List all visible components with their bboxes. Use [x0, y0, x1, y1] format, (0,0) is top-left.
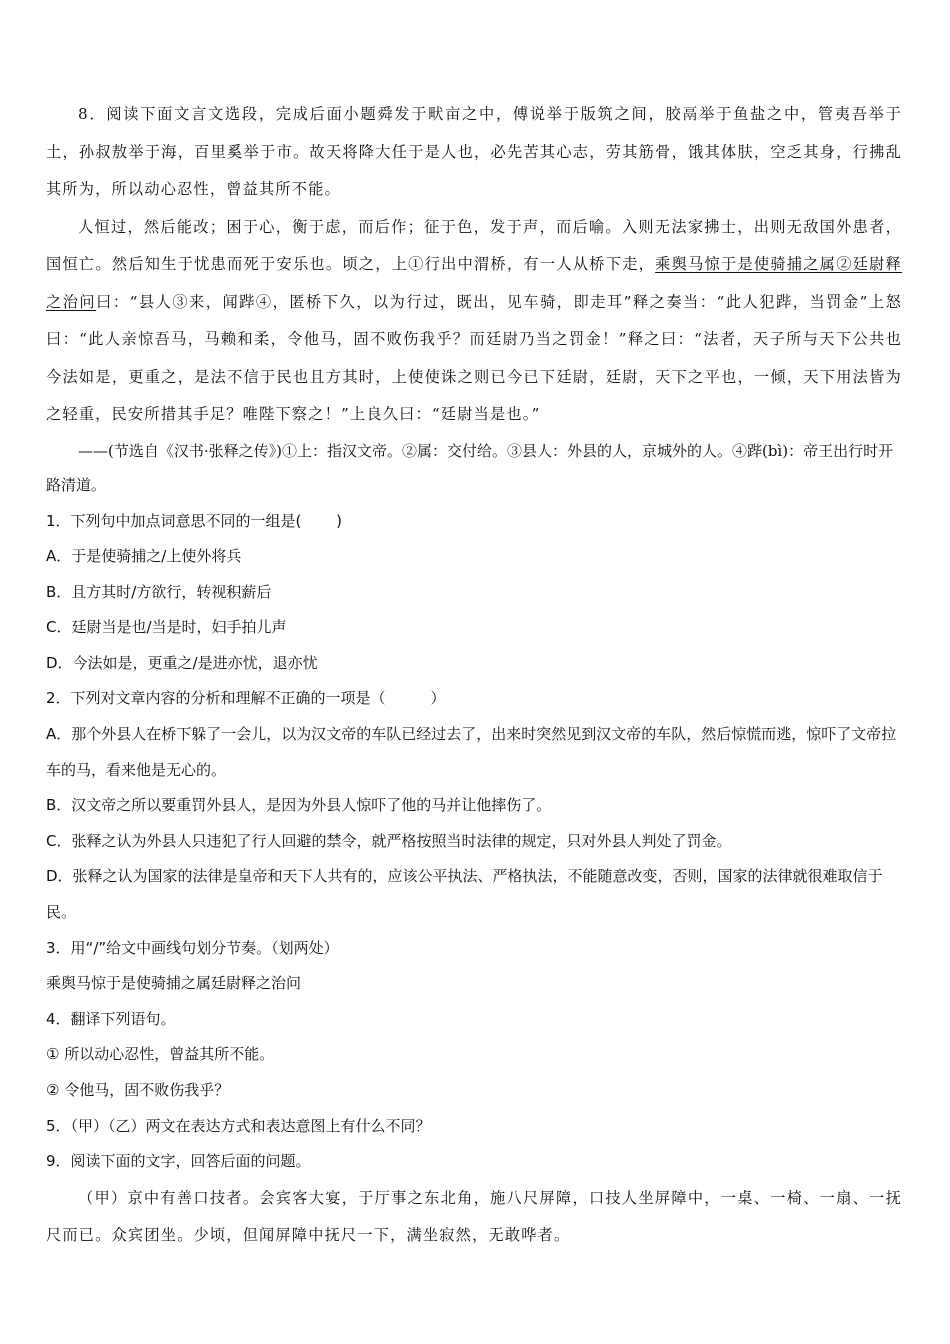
question-5: 5．（甲）（乙）两文在表达方式和表达意图上有什么不同？ — [46, 1116, 431, 1135]
question-1: 1．下列句中加点词意思不同的一组是( ) — [46, 511, 343, 530]
underlined-sentence: 乘舆马惊于是使骑捕之属②廷尉释之治问 — [46, 255, 903, 311]
passage8-paragraph-1: 8．阅读下面文言文选段，完成后面小题舜发于畎亩之中，傅说举于版筑之间，胶鬲举于鱼盐之中，管夷吾举于土，孙叔敖举于海，百里奚举于市。故天将降大任于是人也，必先苦其心志，劳其筋骨，饿其体肤，空乏其身，行拂乱其所为，所以动心忍性，曾益其所不能。 — [46, 105, 902, 198]
question-4: 4．翻译下列语句。 — [46, 1009, 176, 1028]
question-2-option-d: D．张释之认为国家的法律是皇帝和天下人共有的，应该公平执法、严格执法，不能随意改变，否则，国家的法律就很难取信于民。 — [46, 867, 883, 922]
passage8-text-a: 人恒过，然后能改；困于心，衡于虑，而后作；征于色，发于声，而后喻。入则无法家拂士，出则无敌国外患者，国恒亡。然后知生于忧患而死于安乐也。顷之，上①行出中渭桥，有一人从桥下走， — [46, 217, 902, 273]
question-2-option-c: C．张释之认为外县人只违犯了行人回避的禁令，就严格按照当时法律的规定，只对外县人判处了罚金。 — [46, 831, 732, 850]
question-2-option-b: B．汉文帝之所以要重罚外县人，是因为外县人惊吓了他的马并让他摔伤了。 — [46, 796, 552, 815]
source-note: ——(节选自《汉书·张释之传》)①上：指汉文帝。②属：交付给。③县人：外县的人，京城外的人。④跸(bì)：帝王出行时开路清道。 — [46, 441, 894, 494]
passage9-paragraph-1: （甲）京中有善口技者。会宾客大宴，于厅事之东北角，施八尺屏障，口技人坐屏障中，一桌、一椅、一扇、一抚尺而已。众宾团坐。少顷，但闻屏障中抚尺一下，满坐寂然，无敢哗者。 — [46, 1188, 902, 1245]
question-1-option-a: A．于是使骑捕之/上使外将兵 — [46, 547, 242, 566]
question-4-item-2: ② 令他马，固不败伤我乎？ — [46, 1081, 230, 1099]
question-1-option-b: B．且方其时/方欲行，转视积薪后 — [46, 582, 272, 601]
question-2-option-a: A．那个外县人在桥下躲了一会儿，以为汉文帝的车队已经过去了，出来时突然见到汉文帝的车队，然后惊慌而逃，惊吓了文帝拉车的马，看来他是无心的。 — [46, 725, 897, 779]
question-2: 2．下列对文章内容的分析和理解不正确的一项是（ ） — [46, 689, 446, 708]
passage8-text-b: 曰：“县人③来，闻跸④，匿桥下久，以为行过，既出，见车骑，即走耳”释之奏当：“此人犯跸，当罚金”上怒曰：“此人亲惊吾马，马赖和柔，令他马，固不败伤我乎？而廷尉乃当之罚金！”释之曰：“法者，天子所与天下公共也今法如是，更重之，是法不信于民也且方其时，上使使诛之则已今已下廷尉，廷尉，天下之平也，一倾，天下用法皆为之轻重，民安所措其手足？唯陛下察之！”上良久曰：“廷尉当是也。” — [46, 292, 902, 423]
question-3: 3．用“/”给文中画线句划分节奏。（划两处） — [46, 938, 339, 957]
question-1-option-c: C．廷尉当是也/当是时，妇手拍儿声 — [46, 618, 287, 637]
question-list — [46, 504, 902, 1180]
passage8-paragraph-2 — [46, 209, 902, 434]
question-9: 9．阅读下面的文字，回答后面的问题。 — [46, 1152, 311, 1171]
question-4-item-1: ① 所以动心忍性，曾益其所不能。 — [46, 1045, 275, 1064]
question-1-option-d: D．今法如是，更重之/是进亦忧，退亦忧 — [46, 653, 318, 672]
question-3-sentence: 乘舆马惊于是使骑捕之属廷尉释之治问 — [46, 974, 302, 993]
